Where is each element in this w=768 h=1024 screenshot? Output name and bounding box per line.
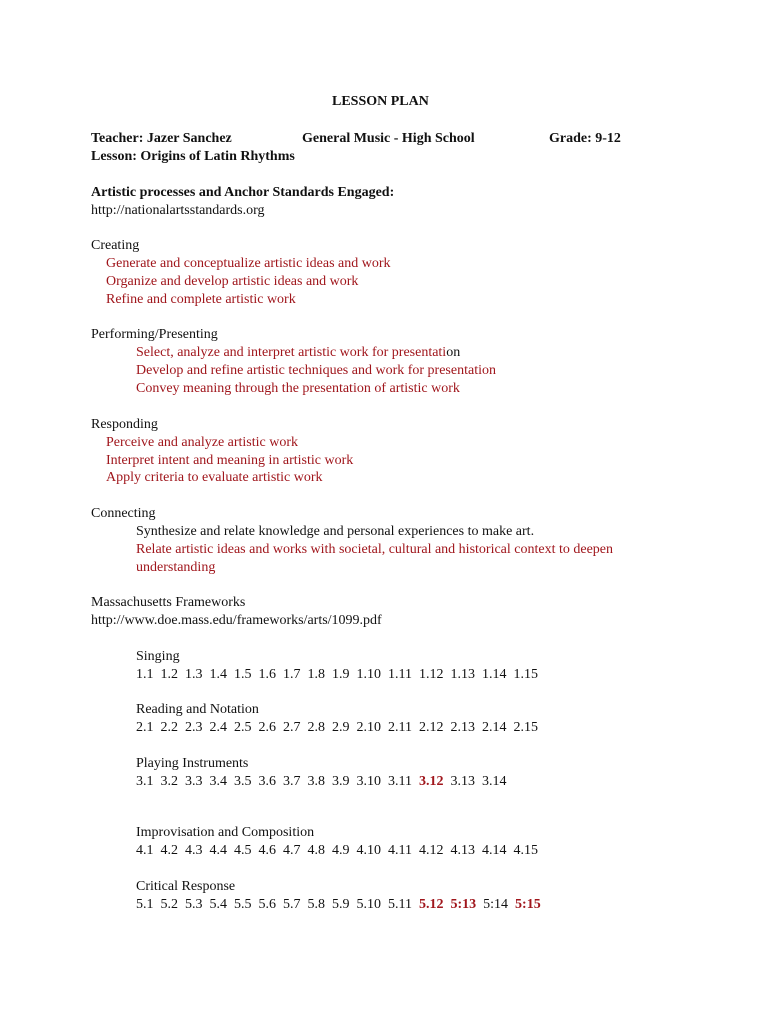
standard-number: 1.5 (234, 667, 252, 682)
teacher-name: Teacher: Jazer Sanchez (91, 131, 232, 146)
standard-number: 2.1 (136, 720, 154, 735)
standard-number: 2.12 (418, 720, 444, 735)
responding-item: Apply criteria to evaluate artistic work (106, 470, 323, 485)
standard-number: 2.3 (185, 720, 203, 735)
standard-number: 1.6 (258, 667, 276, 682)
standard-number: 4.3 (185, 843, 203, 858)
standard-number: 2.7 (283, 720, 301, 735)
standard-number: 5.10 (356, 897, 381, 912)
standard-number: 1.1 (136, 667, 154, 682)
standard-number-highlighted: 5.12 (418, 897, 444, 912)
standard-number: 1.11 (388, 667, 412, 682)
standard-number: 2.14 (481, 720, 507, 735)
standard-number: 1.14 (481, 667, 507, 682)
responding-item: Interpret intent and meaning in artistic work (106, 453, 354, 468)
standards-heading: Artistic processes and Anchor Standards Engaged: (91, 185, 395, 200)
standard-number: 2.2 (160, 720, 178, 735)
standard-number: 4.7 (283, 843, 301, 858)
responding-item: Perceive and analyze artistic work (106, 435, 299, 450)
performing-item (136, 344, 460, 362)
standard-number: 1.13 (450, 667, 475, 682)
standard-number: 1.10 (356, 667, 381, 682)
standard-number: 2.15 (513, 720, 538, 735)
standard-number: 4.5 (234, 843, 252, 858)
standard-number: 2.11 (388, 720, 412, 735)
course-name: General Music - High School (302, 131, 475, 146)
standard-number: 4.11 (388, 843, 412, 858)
standard-number: 3.13 (450, 774, 475, 789)
connecting-item-continued: understanding (136, 560, 216, 575)
framework-numbers (136, 842, 538, 860)
mass-frameworks-heading: Massachusetts Frameworks (91, 595, 246, 610)
standard-number: 5.11 (388, 897, 412, 912)
creating-item: Organize and develop artistic ideas and work (106, 274, 359, 289)
framework-numbers (136, 666, 538, 684)
framework-label: Critical Response (136, 879, 236, 894)
standard-number: 4.1 (136, 843, 154, 858)
standard-number: 4.8 (307, 843, 325, 858)
responding-heading: Responding (91, 417, 158, 432)
standard-number: 5.9 (332, 897, 350, 912)
performing-item-text: Select, analyze and interpret artistic work for presentati (136, 345, 447, 360)
standard-number: 5:14 (483, 897, 509, 912)
standard-number: 4.9 (332, 843, 350, 858)
standard-number: 2.8 (307, 720, 325, 735)
standard-number: 1.15 (513, 667, 538, 682)
standard-number: 4.4 (209, 843, 227, 858)
standard-number: 3.4 (209, 774, 227, 789)
standard-number: 5.1 (136, 897, 154, 912)
standard-number: 1.12 (418, 667, 444, 682)
connecting-item: Relate artistic ideas and works with societal, cultural and historical context to deepen (136, 542, 614, 557)
standard-number: 3.14 (481, 774, 507, 789)
standard-number: 1.4 (209, 667, 227, 682)
standard-number: 5.3 (185, 897, 203, 912)
standard-number-highlighted: 3.12 (418, 774, 444, 789)
standard-number: 4.15 (513, 843, 538, 858)
standard-number: 5.8 (307, 897, 325, 912)
performing-item (136, 380, 460, 398)
standard-number: 3.1 (136, 774, 154, 789)
performing-item (136, 362, 496, 380)
standard-number: 2.5 (234, 720, 252, 735)
standard-number: 2.4 (209, 720, 227, 735)
standard-number: 1.8 (307, 667, 325, 682)
creating-heading: Creating (91, 238, 140, 253)
creating-item: Refine and complete artistic work (106, 292, 296, 307)
framework-label: Reading and Notation (136, 702, 259, 717)
framework-label: Singing (136, 649, 180, 664)
standard-number: 1.2 (160, 667, 178, 682)
standard-number: 5.6 (258, 897, 276, 912)
standard-number: 2.9 (332, 720, 350, 735)
standard-number: 1.7 (283, 667, 301, 682)
standard-number: 3.10 (356, 774, 381, 789)
framework-numbers (136, 773, 506, 791)
framework-label: Improvisation and Composition (136, 825, 315, 840)
standard-number: 2.6 (258, 720, 276, 735)
standard-number: 4.6 (258, 843, 276, 858)
performing-item-text: Develop and refine artistic techniques and work for presentation (136, 363, 496, 378)
standard-number: 5.4 (209, 897, 227, 912)
standard-number: 3.2 (160, 774, 178, 789)
grade-level: Grade: 9-12 (549, 131, 621, 146)
connecting-item: Synthesize and relate knowledge and personal experiences to make art. (136, 524, 535, 539)
standard-number: 3.5 (234, 774, 252, 789)
standard-number: 4.14 (481, 843, 507, 858)
standard-number: 3.9 (332, 774, 350, 789)
standard-number: 3.7 (283, 774, 301, 789)
standard-number: 2.10 (356, 720, 381, 735)
standard-number: 2.13 (450, 720, 475, 735)
creating-item: Generate and conceptualize artistic ideas and work (106, 256, 391, 271)
performing-item-suffix: on (446, 345, 461, 360)
standard-number: 5.7 (283, 897, 301, 912)
standard-number: 1.9 (332, 667, 350, 682)
framework-label: Playing Instruments (136, 756, 249, 771)
mass-frameworks-url: http://www.doe.mass.edu/frameworks/arts/1099.pdf (91, 613, 382, 628)
framework-numbers (136, 719, 538, 737)
standard-number: 1.3 (185, 667, 203, 682)
standard-number: 4.13 (450, 843, 475, 858)
connecting-heading: Connecting (91, 506, 156, 521)
standard-number: 3.11 (388, 774, 412, 789)
lesson-title: Lesson: Origins of Latin Rhythms (91, 149, 295, 164)
performing-heading: Performing/Presenting (91, 327, 218, 342)
performing-item-text: Convey meaning through the presentation of artistic work (136, 381, 460, 396)
standard-number: 3.6 (258, 774, 276, 789)
standard-number: 3.3 (185, 774, 203, 789)
standard-number: 3.8 (307, 774, 325, 789)
page-title: LESSON PLAN (332, 94, 429, 109)
standard-number-highlighted: 5:13 (450, 897, 477, 912)
standard-number-highlighted: 5:15 (515, 897, 541, 912)
standard-number: 4.12 (418, 843, 444, 858)
standard-number: 4.10 (356, 843, 381, 858)
standard-number: 5.5 (234, 897, 252, 912)
standard-number: 5.2 (160, 897, 178, 912)
standards-url: http://nationalartsstandards.org (91, 203, 265, 218)
standard-number: 4.2 (160, 843, 178, 858)
framework-numbers (136, 896, 541, 914)
